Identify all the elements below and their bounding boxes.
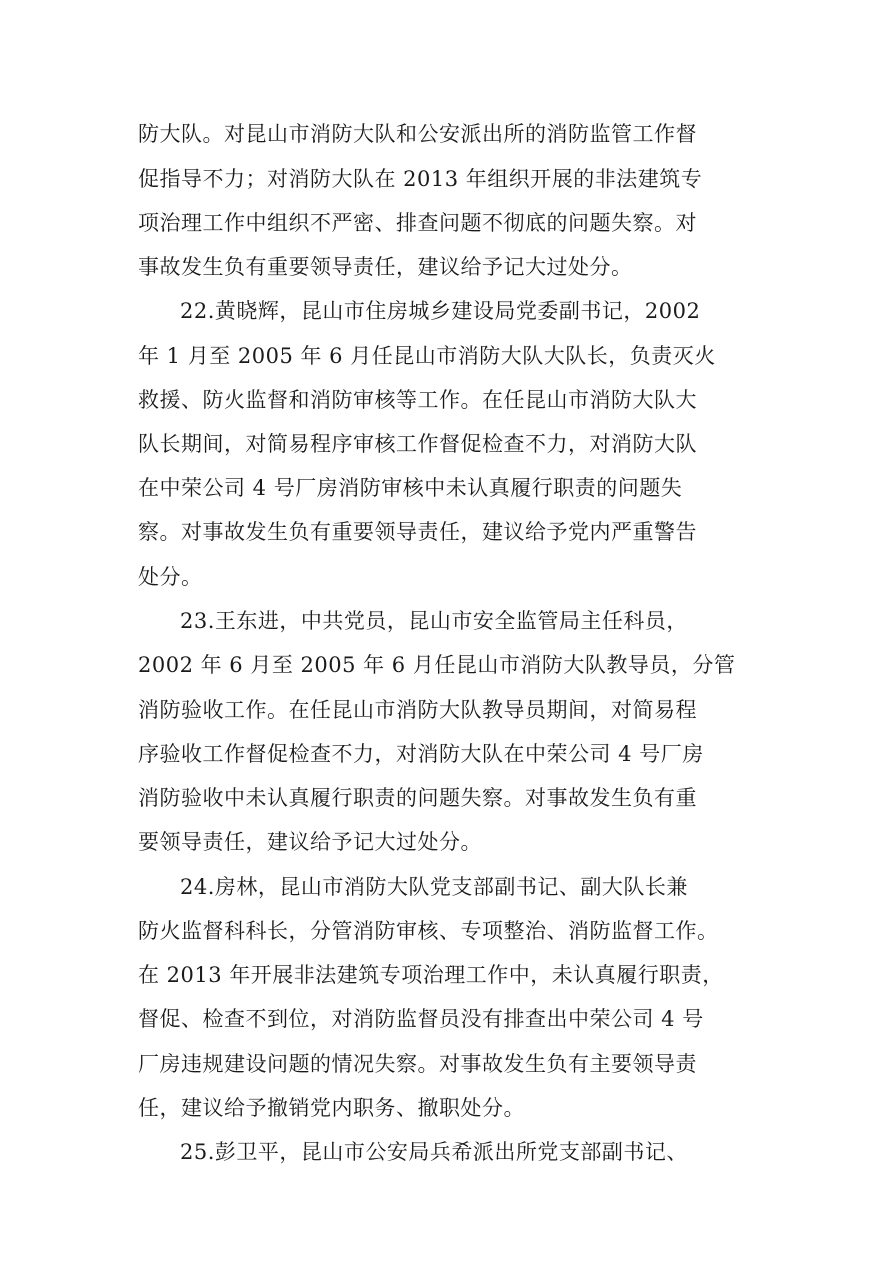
text-line: 厂房违规建设问题的情况失察。对事故发生负有主要领导责 <box>138 1052 697 1076</box>
text-line: 消防验收工作。在任昆山市消防大队教导员期间，对简易程 <box>138 698 697 722</box>
text-line: 项治理工作中组织不严密、排查问题不彻底的问题失察。对 <box>138 211 697 235</box>
text-line: 任，建议给予撤销党内职务、撤职处分。 <box>138 1096 525 1120</box>
paragraph-start-line: 24.房林，昆山市消防大队党支部副书记、副大队长兼 <box>180 875 688 899</box>
text-line: 序验收工作督促检查不力，对消防大队在中荣公司 4 号厂房 <box>138 742 704 766</box>
text-line: 事故发生负有重要领导责任，建议给予记大过处分。 <box>138 255 633 279</box>
text-line: 队长期间，对简易程序审核工作督促检查不力，对消防大队 <box>138 432 697 456</box>
text-line: 消防验收中未认真履行职责的问题失察。对事故发生负有重 <box>138 786 697 810</box>
text-line: 防火监督科科长，分管消防审核、专项整治、消防监督工作。 <box>138 919 719 943</box>
text-line: 在中荣公司 4 号厂房消防审核中未认真履行职责的问题失 <box>138 476 683 500</box>
text-line: 2002 年 6 月至 2005 年 6 月任昆山市消防大队教导员，分管 <box>138 653 736 677</box>
text-line: 察。对事故发生负有重要领导责任，建议给予党内严重警告 <box>138 520 697 544</box>
text-line: 在 2013 年开展非法建筑专项治理工作中，未认真履行职责， <box>138 963 724 987</box>
text-line: 防大队。对昆山市消防大队和公安派出所的消防监管工作督 <box>138 122 697 146</box>
text-line: 要领导责任，建议给予记大过处分。 <box>138 830 482 854</box>
text-line: 处分。 <box>138 565 203 589</box>
paragraph-start-line: 23.王东进，中共党员，昆山市安全监管局主任科员， <box>180 609 688 633</box>
text-line: 促指导不力；对消防大队在 2013 年组织开展的非法建筑专 <box>138 167 703 191</box>
text-line: 督促、检查不到位，对消防监督员没有排查出中荣公司 4 号 <box>138 1007 704 1031</box>
paragraph-start-line: 25.彭卫平，昆山市公安局兵希派出所党支部副书记、 <box>180 1140 688 1164</box>
text-line: 救援、防火监督和消防审核等工作。在任昆山市消防大队大 <box>138 388 697 412</box>
paragraph-start-line: 22.黄晓辉，昆山市住房城乡建设局党委副书记，2002 <box>180 299 701 323</box>
text-line: 年 1 月至 2005 年 6 月任昆山市消防大队大队长，负责灭火 <box>138 344 716 368</box>
